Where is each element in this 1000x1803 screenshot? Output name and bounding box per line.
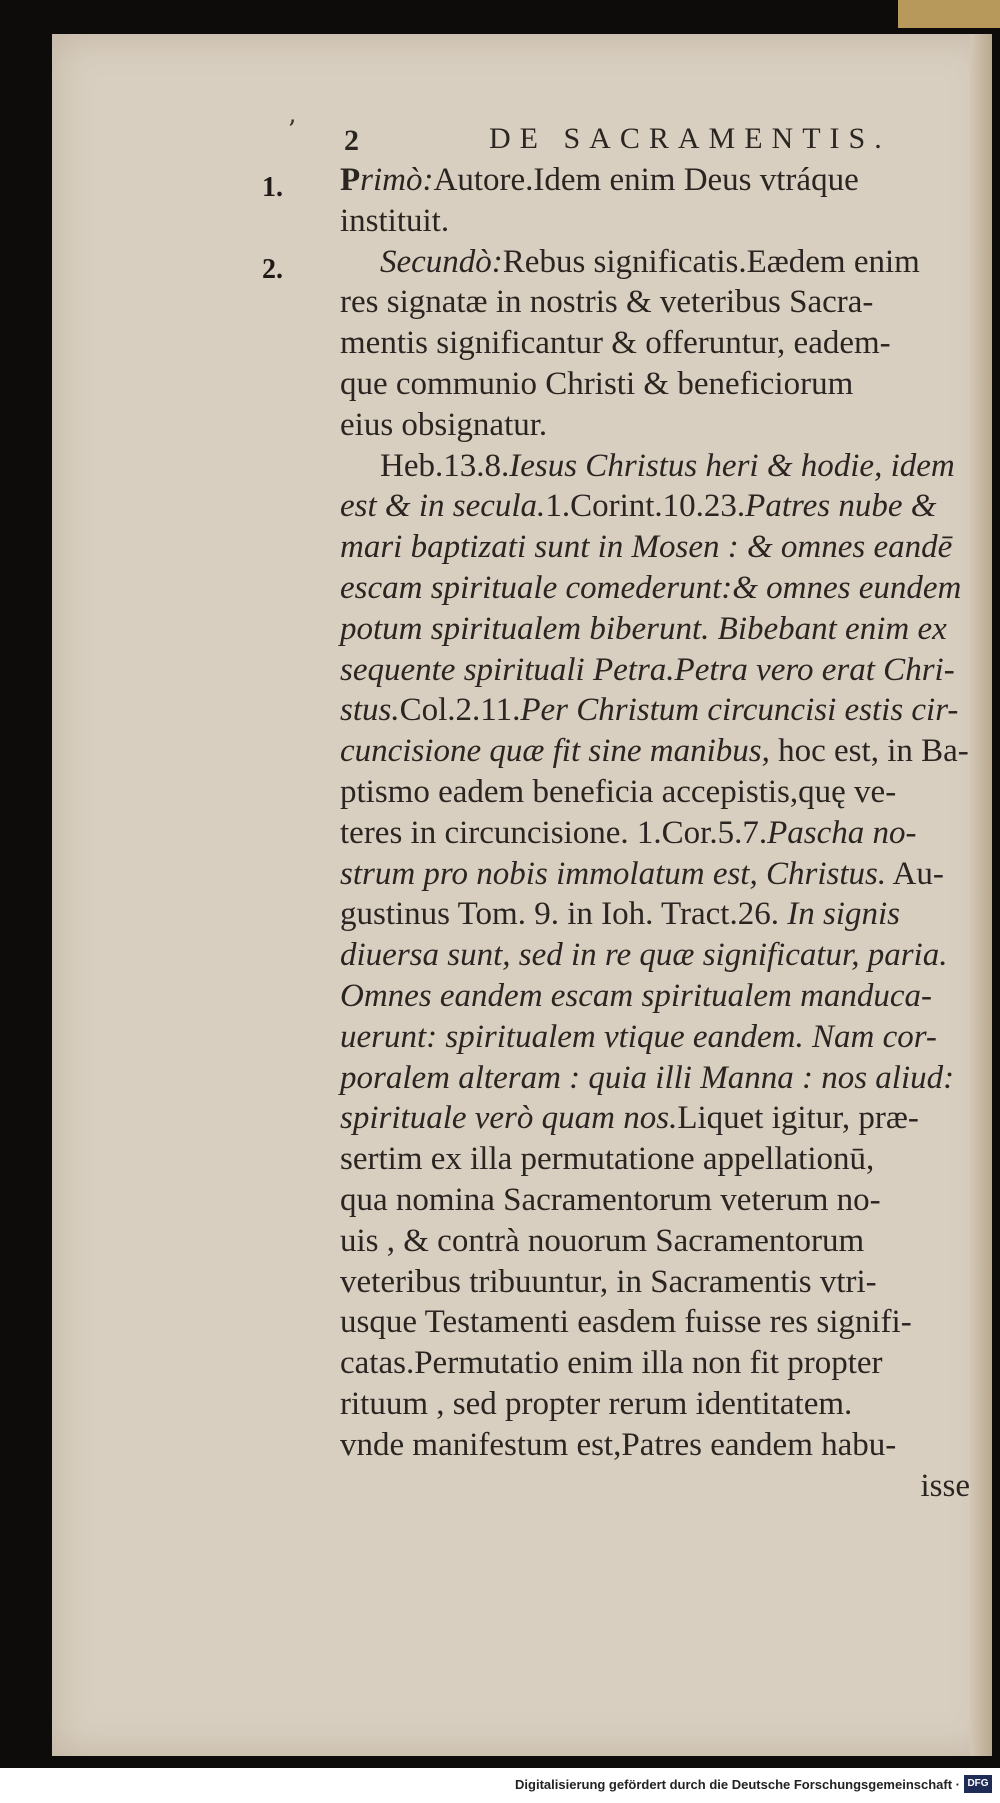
text-line — [340, 976, 970, 1017]
initial-letter: P — [340, 162, 361, 198]
italic-quote: escam spirituale comederunt:& omnes eundem — [340, 569, 962, 606]
italic-quote: In signis — [787, 896, 900, 933]
text-run: instituit. — [340, 202, 450, 239]
italic-quote: mari baptizati sunt in Mosen : & omnes eandē — [340, 529, 953, 566]
running-title: DE SACRAMENTIS. — [489, 122, 891, 155]
text-line — [340, 731, 970, 772]
dfg-logo: DFG — [964, 1775, 992, 1793]
text-line — [340, 813, 970, 854]
italic-quote: strum pro nobis immolatum est, Christus. — [340, 855, 887, 892]
text-line — [340, 1384, 970, 1425]
text-line — [340, 446, 970, 487]
text-line — [340, 650, 970, 691]
text-line — [340, 609, 970, 650]
page-number: 2 — [344, 124, 359, 157]
text-run: usque Testamenti easdem fuisse res signifi- — [340, 1304, 912, 1341]
text-run: ptismo eadem beneficia accepistis,quę ve- — [340, 773, 897, 810]
text-run: Liquet igitur, præ- — [677, 1100, 919, 1137]
text-run: qua nomina Sacramentorum veterum no- — [340, 1181, 881, 1218]
text-run: eius obsignatur. — [340, 406, 548, 443]
text-run: veteribus tribuuntur, in Sacramentis vtri- — [340, 1263, 877, 1300]
margin-number: 2. — [262, 254, 283, 285]
text-line — [340, 1017, 970, 1058]
text-line — [340, 486, 970, 527]
margin-tick-mark: ʼ — [287, 116, 296, 146]
text-run: 1.Corint.10.23. — [545, 488, 746, 525]
text-run: Autore.Idem enim Deus vtráque — [433, 162, 859, 198]
italic-quote: poralem alteram : quia illi Manna : nos aliud: — [340, 1059, 955, 1096]
text-line — [340, 201, 970, 242]
text-line — [340, 935, 970, 976]
italic-quote: cuncisione quæ fit sine manibus, — [340, 733, 770, 770]
text-line — [340, 1180, 970, 1221]
page-header — [292, 104, 972, 160]
text-run: Col.2.11. — [399, 692, 521, 729]
margin-number: 1. — [262, 172, 283, 203]
italic-quote: Per Christum circuncisi estis cir- — [520, 692, 959, 729]
text-run: Au- — [886, 855, 944, 892]
text-line — [340, 1343, 970, 1384]
text-run: mentis significantur & offeruntur, eadem- — [340, 325, 891, 362]
italic-quote: Pascha no- — [767, 814, 917, 851]
italic-quote: potum spiritualem biberunt. Bibebant enim ex — [340, 610, 947, 647]
text-line — [340, 527, 970, 568]
text-run: hoc est, in Ba- — [769, 733, 969, 770]
italic-quote: est & in secula. — [340, 488, 546, 525]
book-corner-tab — [898, 0, 1000, 28]
funding-credit: Digitalisierung gefördert durch die Deutsche Forschungsgemeinschaft · — [515, 1777, 960, 1792]
body-text — [340, 160, 970, 1506]
text-run: Heb.13.8. — [380, 447, 510, 484]
italic-quote: spirituale verò quam nos. — [340, 1100, 678, 1137]
text-line — [340, 405, 970, 446]
italic-quote: diuersa sunt, sed in re quæ significatur, paria. — [340, 937, 948, 974]
text-line — [340, 568, 970, 609]
text-run: uis , & contrà nouorum Sacramentorum — [340, 1222, 865, 1259]
text-line — [340, 282, 970, 323]
italic-quote: Patres nube & — [745, 488, 937, 525]
text-line — [340, 690, 970, 731]
text-line — [340, 1466, 970, 1507]
page-edge — [970, 34, 992, 1756]
text-line — [340, 772, 970, 813]
text-run: catas.Permutatio enim illa non fit propter — [340, 1345, 883, 1382]
text-run: isse — [920, 1467, 970, 1504]
text-line — [340, 894, 970, 935]
text-line — [340, 1058, 970, 1099]
text-line — [340, 1262, 970, 1303]
text-run: rituum , sed propter rerum identitatem. — [340, 1385, 853, 1422]
text-line — [340, 364, 970, 405]
italic-quote: uerunt: spiritualem vtique eandem. Nam cor- — [340, 1018, 937, 1055]
italic-quote: sequente spirituali Petra.Petra vero erat Chri- — [340, 651, 955, 688]
text-run: res signatæ in nostris & veteribus Sacra- — [340, 284, 874, 321]
italic-quote: rimò: — [360, 162, 434, 198]
digitization-footer — [0, 1768, 1000, 1803]
text-run: que communio Christi & beneficiorum — [340, 365, 854, 402]
italic-quote: stus. — [340, 692, 400, 729]
text-line — [340, 323, 970, 364]
italic-quote: Omnes eandem escam spiritualem manduca- — [340, 977, 933, 1014]
text-run: vnde manifestum est,Patres eandem habu- — [340, 1426, 897, 1463]
italic-quote: Secundò: — [380, 243, 503, 280]
text-run: teres in circuncisione. 1.Cor.5.7. — [340, 814, 768, 851]
text-line — [340, 160, 970, 201]
text-line — [340, 1098, 970, 1139]
text-run: sertim ex illa permutatione appellationū, — [340, 1141, 875, 1178]
text-line — [340, 1221, 970, 1262]
text-line — [340, 242, 970, 283]
text-line — [340, 1302, 970, 1343]
text-run: Rebus significatis.Eædem enim — [502, 243, 920, 280]
text-line — [340, 1139, 970, 1180]
text-line — [340, 854, 970, 895]
text-line — [340, 1425, 970, 1466]
text-run: gustinus Tom. 9. in Ioh. Tract.26. — [340, 896, 788, 933]
italic-quote: Iesus Christus heri & hodie, idem — [509, 447, 955, 484]
